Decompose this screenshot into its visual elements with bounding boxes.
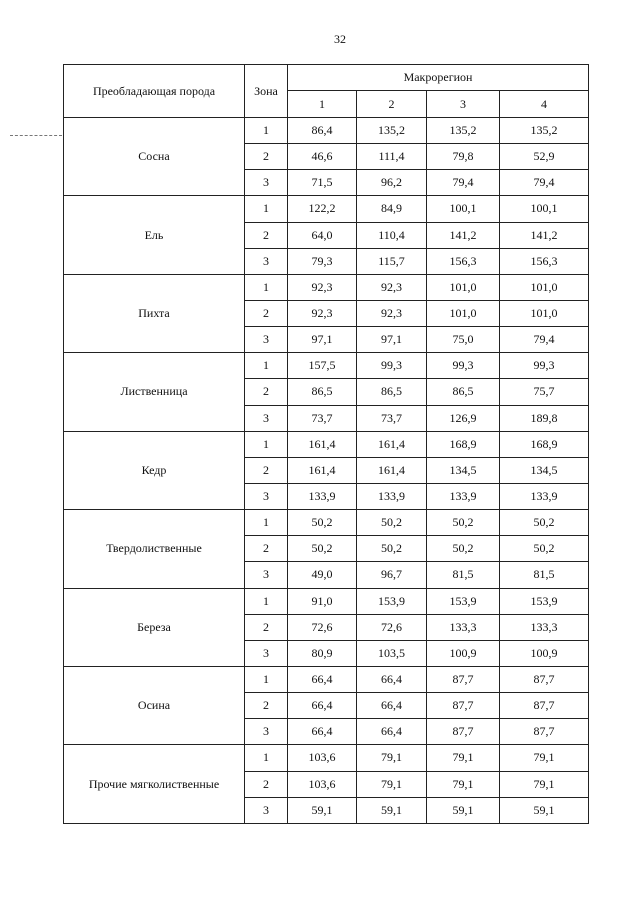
value-cell-macroregion-1: 66,4 — [288, 719, 357, 745]
value-cell-macroregion-1: 50,2 — [288, 536, 357, 562]
zone-cell: 2 — [245, 379, 288, 405]
value-cell-macroregion-1: 97,1 — [288, 327, 357, 353]
value-cell-macroregion-1: 86,5 — [288, 379, 357, 405]
value-cell-macroregion-4: 156,3 — [500, 248, 589, 274]
table-row — [64, 431, 589, 457]
value-cell-macroregion-1: 46,6 — [288, 144, 357, 170]
value-cell-macroregion-3: 50,2 — [427, 536, 500, 562]
value-cell-macroregion-2: 96,7 — [357, 562, 427, 588]
value-cell-macroregion-3: 79,1 — [427, 771, 500, 797]
value-cell-macroregion-2: 59,1 — [357, 797, 427, 823]
zone-cell: 3 — [245, 327, 288, 353]
zone-cell: 2 — [245, 457, 288, 483]
value-cell-macroregion-1: 49,0 — [288, 562, 357, 588]
value-cell-macroregion-1: 66,4 — [288, 693, 357, 719]
value-cell-macroregion-1: 72,6 — [288, 614, 357, 640]
value-cell-macroregion-3: 135,2 — [427, 118, 500, 144]
zone-cell: 3 — [245, 405, 288, 431]
value-cell-macroregion-2: 73,7 — [357, 405, 427, 431]
value-cell-macroregion-3: 81,5 — [427, 562, 500, 588]
value-cell-macroregion-2: 92,3 — [357, 300, 427, 326]
value-cell-macroregion-1: 86,4 — [288, 118, 357, 144]
value-cell-macroregion-4: 75,7 — [500, 379, 589, 405]
header-macroregion-col: 4 — [500, 91, 589, 118]
value-cell-macroregion-1: 133,9 — [288, 483, 357, 509]
value-cell-macroregion-2: 97,1 — [357, 327, 427, 353]
value-cell-macroregion-1: 92,3 — [288, 300, 357, 326]
species-cell: Пихта — [64, 274, 245, 352]
value-cell-macroregion-3: 75,0 — [427, 327, 500, 353]
value-cell-macroregion-3: 87,7 — [427, 693, 500, 719]
value-cell-macroregion-3: 87,7 — [427, 666, 500, 692]
zone-cell: 1 — [245, 431, 288, 457]
header-macroregion-col: 1 — [288, 91, 357, 118]
zone-cell: 1 — [245, 353, 288, 379]
page-number: 32 — [334, 32, 346, 46]
zone-cell: 1 — [245, 588, 288, 614]
zone-cell: 3 — [245, 170, 288, 196]
zone-cell: 2 — [245, 300, 288, 326]
zone-cell: 2 — [245, 144, 288, 170]
value-cell-macroregion-4: 79,4 — [500, 327, 589, 353]
value-cell-macroregion-4: 100,1 — [500, 196, 589, 222]
header-macroregion-col: 3 — [427, 91, 500, 118]
zone-cell: 1 — [245, 118, 288, 144]
species-cell: Сосна — [64, 118, 245, 196]
value-cell-macroregion-3: 141,2 — [427, 222, 500, 248]
zone-cell: 1 — [245, 745, 288, 771]
value-cell-macroregion-4: 79,1 — [500, 771, 589, 797]
zone-cell: 2 — [245, 693, 288, 719]
value-cell-macroregion-4: 79,4 — [500, 170, 589, 196]
value-cell-macroregion-2: 153,9 — [357, 588, 427, 614]
value-cell-macroregion-3: 134,5 — [427, 457, 500, 483]
zone-cell: 1 — [245, 196, 288, 222]
species-cell: Береза — [64, 588, 245, 666]
value-cell-macroregion-4: 153,9 — [500, 588, 589, 614]
value-cell-macroregion-1: 103,6 — [288, 745, 357, 771]
value-cell-macroregion-1: 71,5 — [288, 170, 357, 196]
value-cell-macroregion-2: 161,4 — [357, 431, 427, 457]
value-cell-macroregion-2: 115,7 — [357, 248, 427, 274]
value-cell-macroregion-3: 156,3 — [427, 248, 500, 274]
value-cell-macroregion-4: 87,7 — [500, 719, 589, 745]
zone-cell: 3 — [245, 562, 288, 588]
value-cell-macroregion-2: 135,2 — [357, 118, 427, 144]
value-cell-macroregion-4: 133,3 — [500, 614, 589, 640]
species-cell: Ель — [64, 196, 245, 274]
zone-cell: 1 — [245, 666, 288, 692]
zone-cell: 3 — [245, 719, 288, 745]
zone-cell: 1 — [245, 274, 288, 300]
table-body — [64, 118, 589, 824]
value-cell-macroregion-2: 84,9 — [357, 196, 427, 222]
value-cell-macroregion-2: 96,2 — [357, 170, 427, 196]
value-cell-macroregion-1: 80,9 — [288, 640, 357, 666]
value-cell-macroregion-2: 66,4 — [357, 693, 427, 719]
table-row — [64, 745, 589, 771]
value-cell-macroregion-2: 66,4 — [357, 666, 427, 692]
value-cell-macroregion-2: 50,2 — [357, 510, 427, 536]
value-cell-macroregion-4: 168,9 — [500, 431, 589, 457]
value-cell-macroregion-4: 79,1 — [500, 745, 589, 771]
zone-cell: 3 — [245, 640, 288, 666]
value-cell-macroregion-1: 161,4 — [288, 431, 357, 457]
species-cell: Лиственница — [64, 353, 245, 431]
value-cell-macroregion-2: 86,5 — [357, 379, 427, 405]
zone-cell: 2 — [245, 536, 288, 562]
value-cell-macroregion-1: 59,1 — [288, 797, 357, 823]
zone-cell: 1 — [245, 510, 288, 536]
value-cell-macroregion-3: 101,0 — [427, 300, 500, 326]
species-zone-macroregion-table — [63, 64, 589, 824]
species-cell: Твердолиственные — [64, 510, 245, 588]
value-cell-macroregion-4: 135,2 — [500, 118, 589, 144]
table-row — [64, 666, 589, 692]
value-cell-macroregion-4: 50,2 — [500, 536, 589, 562]
value-cell-macroregion-3: 100,1 — [427, 196, 500, 222]
value-cell-macroregion-3: 79,8 — [427, 144, 500, 170]
value-cell-macroregion-1: 161,4 — [288, 457, 357, 483]
table-row — [64, 274, 589, 300]
value-cell-macroregion-4: 87,7 — [500, 666, 589, 692]
zone-cell: 2 — [245, 614, 288, 640]
value-cell-macroregion-2: 133,9 — [357, 483, 427, 509]
table-row — [64, 196, 589, 222]
value-cell-macroregion-4: 101,0 — [500, 300, 589, 326]
species-cell: Прочие мягколиственные — [64, 745, 245, 823]
value-cell-macroregion-3: 50,2 — [427, 510, 500, 536]
value-cell-macroregion-4: 87,7 — [500, 693, 589, 719]
table-row — [64, 588, 589, 614]
value-cell-macroregion-2: 111,4 — [357, 144, 427, 170]
value-cell-macroregion-4: 100,9 — [500, 640, 589, 666]
value-cell-macroregion-3: 87,7 — [427, 719, 500, 745]
species-cell: Кедр — [64, 431, 245, 509]
value-cell-macroregion-1: 66,4 — [288, 666, 357, 692]
zone-cell: 3 — [245, 797, 288, 823]
value-cell-macroregion-1: 79,3 — [288, 248, 357, 274]
value-cell-macroregion-4: 81,5 — [500, 562, 589, 588]
value-cell-macroregion-3: 153,9 — [427, 588, 500, 614]
table-header — [64, 65, 589, 118]
value-cell-macroregion-1: 103,6 — [288, 771, 357, 797]
value-cell-macroregion-3: 79,1 — [427, 745, 500, 771]
header-zone: Зона — [245, 65, 288, 118]
value-cell-macroregion-4: 99,3 — [500, 353, 589, 379]
value-cell-macroregion-2: 161,4 — [357, 457, 427, 483]
value-cell-macroregion-4: 134,5 — [500, 457, 589, 483]
value-cell-macroregion-1: 50,2 — [288, 510, 357, 536]
value-cell-macroregion-4: 59,1 — [500, 797, 589, 823]
value-cell-macroregion-4: 52,9 — [500, 144, 589, 170]
value-cell-macroregion-2: 92,3 — [357, 274, 427, 300]
value-cell-macroregion-2: 99,3 — [357, 353, 427, 379]
value-cell-macroregion-3: 99,3 — [427, 353, 500, 379]
value-cell-macroregion-3: 133,9 — [427, 483, 500, 509]
value-cell-macroregion-4: 50,2 — [500, 510, 589, 536]
value-cell-macroregion-1: 73,7 — [288, 405, 357, 431]
value-cell-macroregion-4: 101,0 — [500, 274, 589, 300]
value-cell-macroregion-2: 110,4 — [357, 222, 427, 248]
value-cell-macroregion-2: 66,4 — [357, 719, 427, 745]
value-cell-macroregion-1: 91,0 — [288, 588, 357, 614]
table-row — [64, 118, 589, 144]
species-cell: Осина — [64, 666, 245, 744]
value-cell-macroregion-4: 141,2 — [500, 222, 589, 248]
value-cell-macroregion-2: 50,2 — [357, 536, 427, 562]
value-cell-macroregion-3: 59,1 — [427, 797, 500, 823]
zone-cell: 3 — [245, 483, 288, 509]
header-macroregion-col: 2 — [357, 91, 427, 118]
value-cell-macroregion-3: 79,4 — [427, 170, 500, 196]
table-row — [64, 353, 589, 379]
value-cell-macroregion-2: 79,1 — [357, 771, 427, 797]
value-cell-macroregion-3: 126,9 — [427, 405, 500, 431]
table-row — [64, 510, 589, 536]
value-cell-macroregion-4: 189,8 — [500, 405, 589, 431]
value-cell-macroregion-1: 122,2 — [288, 196, 357, 222]
value-cell-macroregion-1: 92,3 — [288, 274, 357, 300]
value-cell-macroregion-4: 133,9 — [500, 483, 589, 509]
zone-cell: 2 — [245, 771, 288, 797]
value-cell-macroregion-2: 79,1 — [357, 745, 427, 771]
value-cell-macroregion-3: 133,3 — [427, 614, 500, 640]
value-cell-macroregion-3: 101,0 — [427, 274, 500, 300]
value-cell-macroregion-2: 72,6 — [357, 614, 427, 640]
zone-cell: 2 — [245, 222, 288, 248]
value-cell-macroregion-3: 168,9 — [427, 431, 500, 457]
value-cell-macroregion-2: 103,5 — [357, 640, 427, 666]
header-species: Преобладающая порода — [64, 65, 245, 118]
value-cell-macroregion-1: 157,5 — [288, 353, 357, 379]
value-cell-macroregion-3: 100,9 — [427, 640, 500, 666]
header-macroregion: Макрорегион — [288, 65, 589, 91]
zone-cell: 3 — [245, 248, 288, 274]
margin-scan-mark — [10, 135, 62, 137]
value-cell-macroregion-3: 86,5 — [427, 379, 500, 405]
value-cell-macroregion-1: 64,0 — [288, 222, 357, 248]
